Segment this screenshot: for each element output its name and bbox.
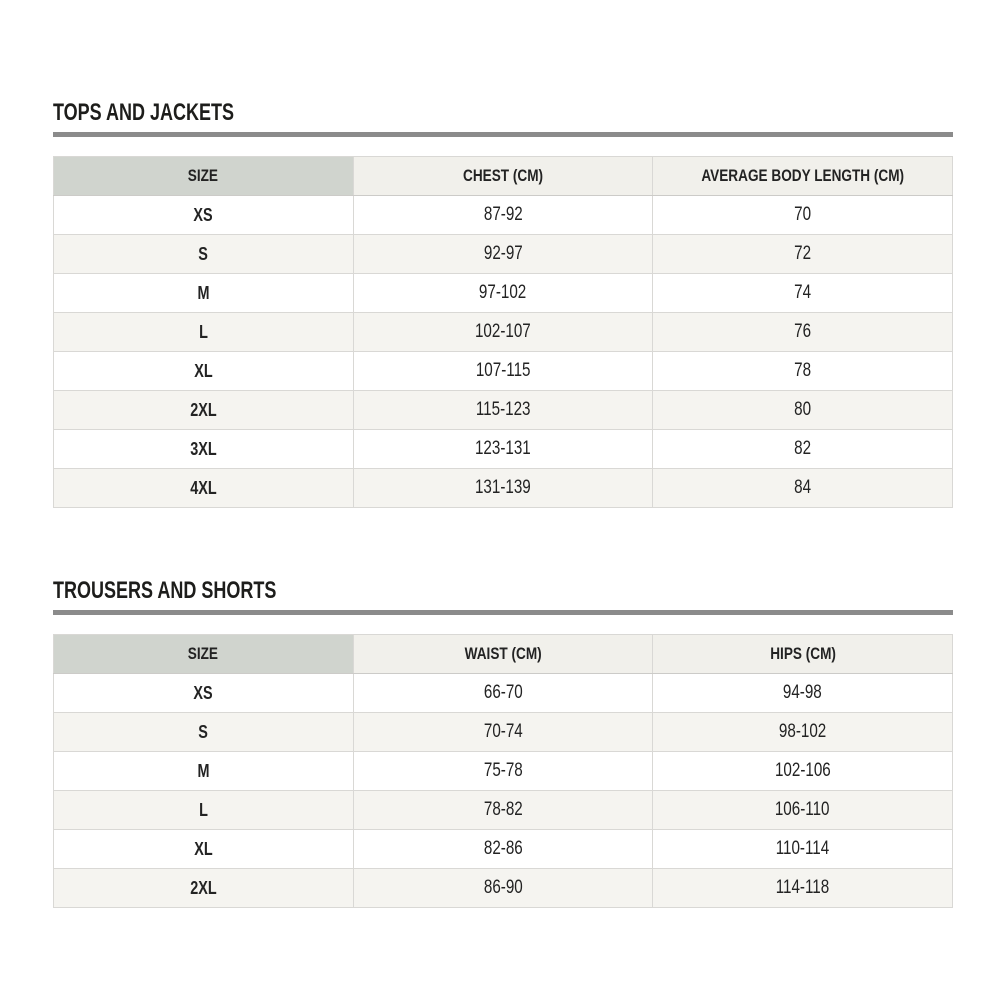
cell-text: 70 — [794, 204, 812, 225]
cell-text: 123-131 — [475, 438, 531, 459]
header-avg-body-length-cm — [653, 157, 953, 196]
cell-text: 80 — [794, 399, 812, 420]
table-row — [54, 196, 953, 235]
cell-text: 131-139 — [475, 477, 531, 498]
table-row — [54, 313, 953, 352]
cell-text: 70-74 — [483, 721, 523, 742]
body-length-cell — [653, 196, 953, 235]
cell-text: XL — [194, 360, 213, 381]
cell-text: XS — [193, 682, 213, 703]
cell-text: 86-90 — [483, 877, 523, 898]
cell-text: S — [198, 721, 209, 742]
cell-text: S — [198, 243, 209, 264]
table-header-row — [54, 635, 953, 674]
size-cell — [54, 196, 354, 235]
header-size — [54, 157, 354, 196]
cell-text: L — [198, 321, 208, 342]
size-cell — [54, 352, 354, 391]
table-row — [54, 469, 953, 508]
cell-text: XL — [194, 838, 213, 859]
cell-text: 107-115 — [475, 360, 531, 381]
chest-cell — [353, 196, 653, 235]
cell-text: 110-114 — [775, 838, 830, 859]
cell-text: 76 — [794, 321, 812, 342]
size-charts-page — [53, 101, 953, 908]
size-cell — [54, 469, 354, 508]
header-hips-cm — [653, 635, 953, 674]
title-underline — [53, 132, 953, 137]
cell-text: 72 — [794, 243, 812, 264]
cell-text: XS — [193, 204, 213, 225]
size-cell — [54, 674, 354, 713]
cell-text: M — [197, 282, 210, 303]
body-length-cell — [653, 235, 953, 274]
size-cell — [54, 713, 354, 752]
cell-text: 114-118 — [775, 877, 830, 898]
body-length-cell — [653, 313, 953, 352]
cell-text: 102-106 — [774, 760, 831, 781]
table-row — [54, 791, 953, 830]
size-cell — [54, 752, 354, 791]
section-title-tops-and-jackets — [53, 101, 953, 125]
table-row — [54, 713, 953, 752]
section-tops-and-jackets — [53, 101, 953, 508]
cell-text: 102-107 — [475, 321, 531, 342]
hips-cell — [653, 830, 953, 869]
hips-cell — [653, 869, 953, 908]
cell-text: 97-102 — [479, 282, 527, 303]
waist-cell — [353, 713, 653, 752]
cell-text: L — [198, 799, 208, 820]
waist-cell — [353, 791, 653, 830]
size-cell — [54, 235, 354, 274]
header-size — [54, 635, 354, 674]
chest-cell — [353, 235, 653, 274]
table-row — [54, 352, 953, 391]
cell-text: 94-98 — [783, 682, 823, 703]
table-row — [54, 830, 953, 869]
header-text: WAIST (CM) — [464, 644, 542, 663]
chest-cell — [353, 352, 653, 391]
table-row — [54, 674, 953, 713]
size-cell — [54, 430, 354, 469]
hips-cell — [653, 791, 953, 830]
cell-text: 3XL — [190, 438, 217, 459]
hips-cell — [653, 674, 953, 713]
cell-text: 92-97 — [483, 243, 523, 264]
tops-and-jackets-size-table — [53, 156, 953, 508]
body-length-cell — [653, 469, 953, 508]
cell-text: 87-92 — [483, 204, 523, 225]
cell-text: 74 — [794, 282, 812, 303]
cell-text: 78 — [794, 360, 812, 381]
cell-text: 98-102 — [778, 721, 827, 742]
body-length-cell — [653, 274, 953, 313]
section-title-trousers-and-shorts — [53, 579, 953, 603]
header-text: SIZE — [188, 166, 219, 185]
table-row — [54, 869, 953, 908]
section-title-text: TOPS AND JACKETS — [53, 99, 235, 126]
chest-cell — [353, 313, 653, 352]
cell-text: 2XL — [190, 877, 217, 898]
header-text: CHEST (CM) — [462, 166, 544, 185]
cell-text: M — [197, 760, 210, 781]
chest-cell — [353, 469, 653, 508]
size-cell — [54, 274, 354, 313]
section-trousers-and-shorts — [53, 579, 953, 908]
body-length-cell — [653, 352, 953, 391]
cell-text: 84 — [794, 477, 812, 498]
cell-text: 106-110 — [775, 799, 830, 820]
cell-text: 82 — [794, 438, 812, 459]
size-cell — [54, 313, 354, 352]
table-row — [54, 752, 953, 791]
cell-text: 66-70 — [483, 682, 523, 703]
table-row — [54, 391, 953, 430]
table-row — [54, 235, 953, 274]
cell-text: 2XL — [190, 399, 217, 420]
chest-cell — [353, 274, 653, 313]
waist-cell — [353, 869, 653, 908]
chest-cell — [353, 391, 653, 430]
waist-cell — [353, 752, 653, 791]
header-chest-cm — [353, 157, 653, 196]
size-cell — [54, 869, 354, 908]
waist-cell — [353, 674, 653, 713]
cell-text: 82-86 — [483, 838, 523, 859]
body-length-cell — [653, 391, 953, 430]
size-cell — [54, 391, 354, 430]
table-row — [54, 430, 953, 469]
waist-cell — [353, 830, 653, 869]
size-cell — [54, 791, 354, 830]
table-row — [54, 274, 953, 313]
header-text: AVERAGE BODY LENGTH (CM) — [701, 166, 905, 185]
size-cell — [54, 830, 354, 869]
header-text: HIPS (CM) — [769, 644, 836, 663]
section-title-text: TROUSERS AND SHORTS — [53, 577, 277, 604]
hips-cell — [653, 713, 953, 752]
table-header-row — [54, 157, 953, 196]
hips-cell — [653, 752, 953, 791]
header-text: SIZE — [188, 644, 219, 663]
body-length-cell — [653, 430, 953, 469]
cell-text: 75-78 — [483, 760, 523, 781]
cell-text: 115-123 — [475, 399, 531, 420]
cell-text: 4XL — [190, 477, 217, 498]
trousers-and-shorts-size-table — [53, 634, 953, 908]
header-waist-cm — [353, 635, 653, 674]
chest-cell — [353, 430, 653, 469]
title-underline — [53, 610, 953, 615]
cell-text: 78-82 — [483, 799, 523, 820]
